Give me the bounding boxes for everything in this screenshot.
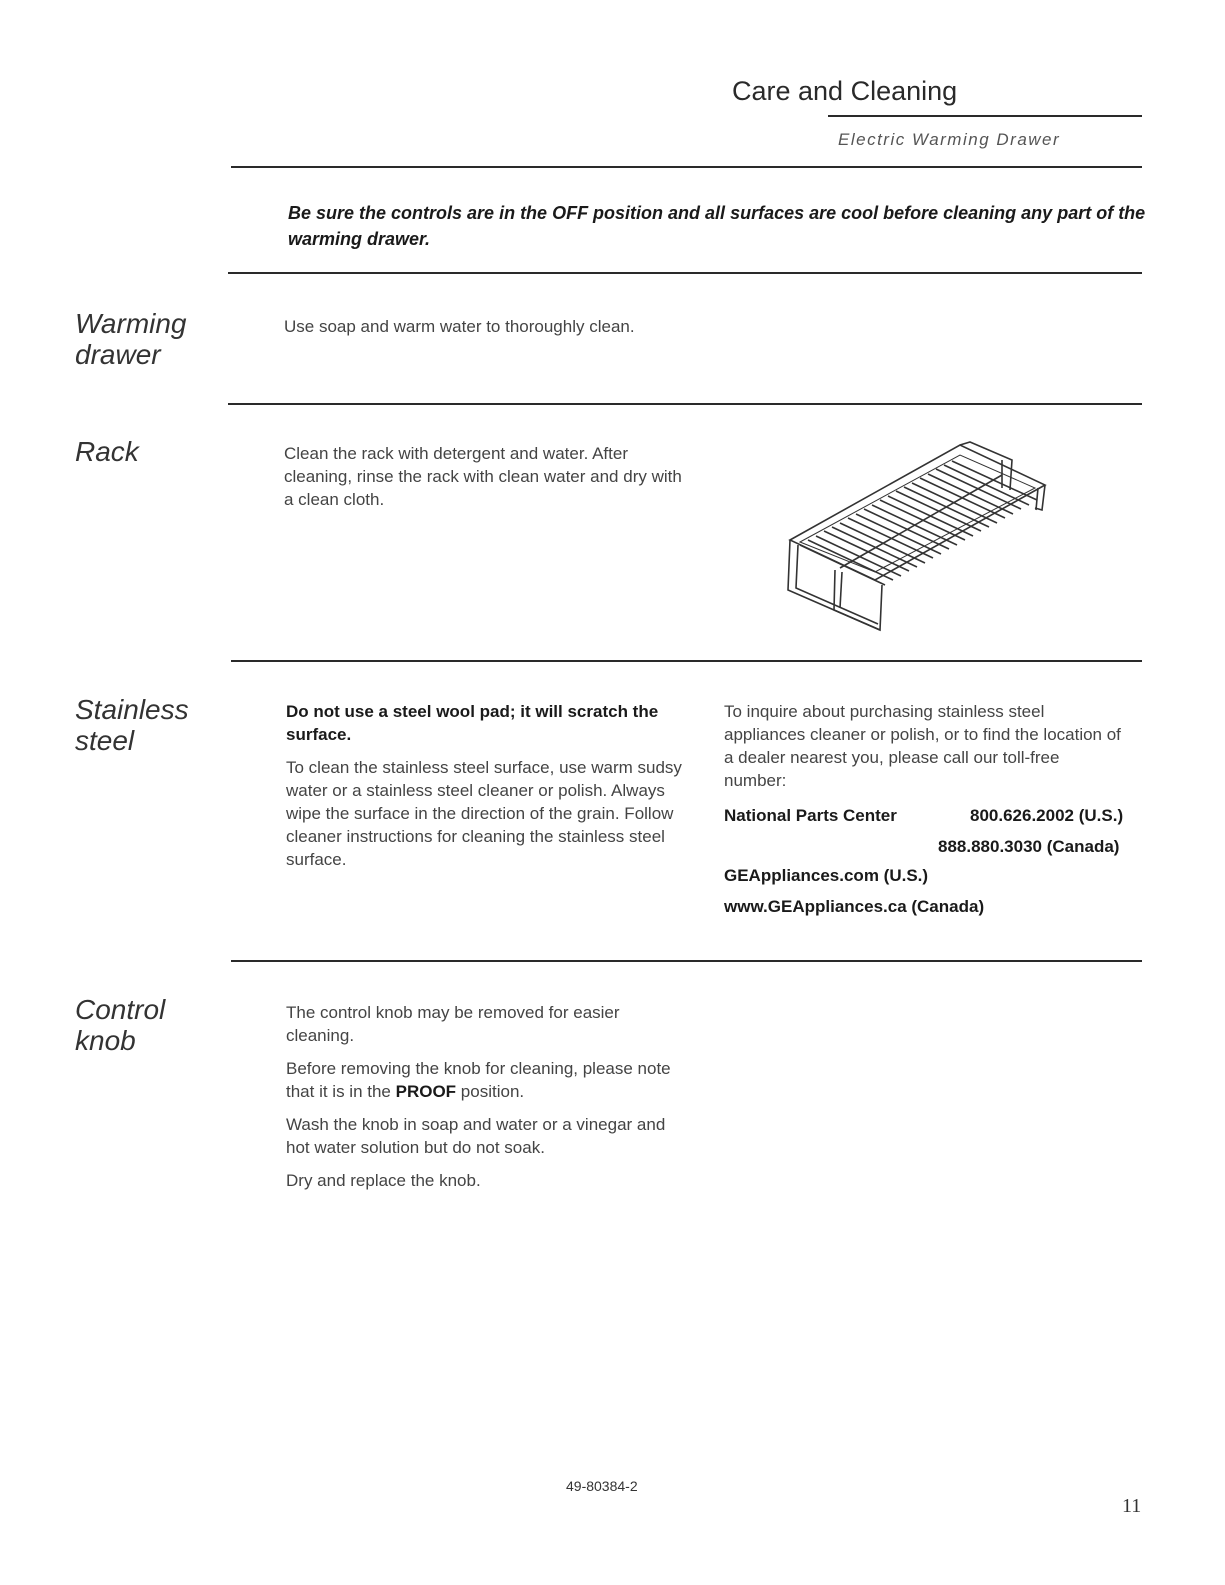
contact-name: National Parts Center (724, 806, 897, 825)
section-divider (231, 166, 1142, 168)
page-number: 11 (1122, 1495, 1142, 1517)
website-us[interactable]: GEAppliances.com (U.S.) (724, 866, 929, 885)
stainless-steel-cleaning-text: To clean the stainless steel surface, use warm sudsy water or a stainless steel cleaner or polish. Always wipe the surface in the direction of the grain. Follow cleaner instructions for cleaning the stainless steel surface. (286, 758, 682, 869)
rack-text: Clean the rack with detergent and water. After cleaning, rinse the rack with clean water and dry with a clean cloth. (284, 444, 682, 509)
stainless-steel-left-column (286, 700, 698, 881)
stainless-inquire-text: To inquire about purchasing stainless steel appliances cleaner or polish, or to find the location of a dealer nearest you, please call our toll-free number: (724, 702, 1121, 790)
section-title-warming-drawer: Warming drawer (75, 308, 187, 370)
phone-canada: 888.880.3030 (Canada) (938, 837, 1120, 856)
section-title-control-knob: Control knob (75, 994, 166, 1056)
page-subtitle: Electric Warming Drawer (838, 130, 1061, 149)
wire-rack-illustration (780, 430, 1060, 640)
phone-us: 800.626.2002 (U.S.) (970, 806, 1124, 825)
section-divider (231, 960, 1142, 962)
control-knob-text: The control knob may be removed for easier cleaning. Before removing the knob for cleaning, please note that it is in the PROOF position. Wash the knob in soap and water or a vinegar and hot water solution but do not soak. Dry and replace the knob. (286, 1003, 671, 1190)
section-title-rack: Rack (75, 436, 139, 467)
steel-wool-caution: Do not use a steel wool pad; it will scratch the surface. (286, 702, 659, 744)
warming-drawer-text: Use soap and warm water to thoroughly clean. (284, 317, 635, 336)
proof-label: PROOF (395, 1082, 457, 1101)
section-divider (228, 272, 1142, 274)
section-divider (231, 660, 1142, 662)
safety-warning: Be sure the controls are in the OFF position and all surfaces are cool before cleaning any part of the warming drawer. (288, 203, 1146, 249)
website-canada[interactable]: www.GEAppliances.ca (Canada) (724, 897, 985, 916)
header-divider (828, 115, 1142, 117)
page-title: Care and Cleaning (732, 76, 958, 106)
document-code: 49-80384-2 (566, 1478, 638, 1494)
section-title-stainless-steel: Stainless steel (75, 694, 189, 756)
section-divider (228, 403, 1142, 405)
